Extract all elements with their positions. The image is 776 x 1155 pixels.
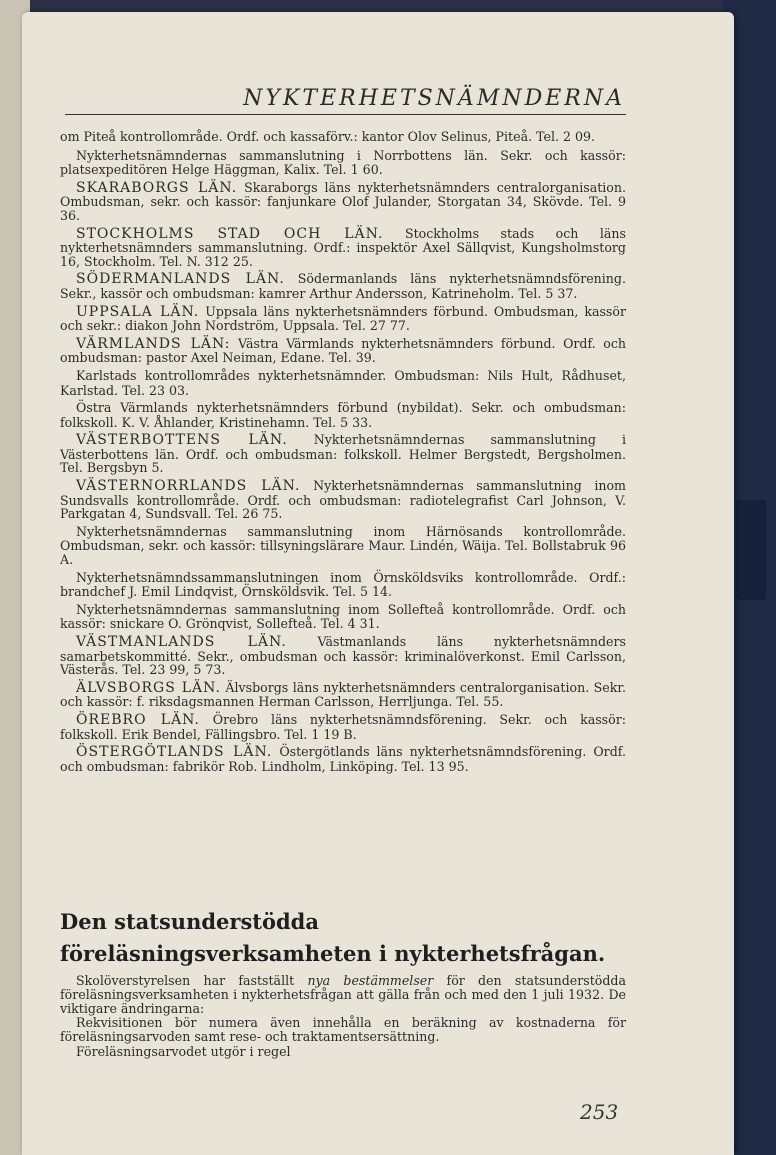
header-rule xyxy=(65,114,626,115)
intro-paragraph: Skolöverstyrelsen har fastställt nya bestämmelser för den statsunderstödda föreläsningsverksamheten i nykterhetsfrågan att gälla från och med den 1 juli 1932. De viktigare ändringarna: xyxy=(60,973,626,1016)
entry: ÖREBRO LÄN. Örebro läns nykterhetsnämndsförening. Sekr. och kassör: folkskoll. Erik Bendel, Fällingsbro. Tel. 1 19 B. xyxy=(60,711,626,742)
intro-paragraph: Rekvisitionen bör numera även innehålla en beräkning av kostnaderna för föreläsningsarvoden samt rese- och traktamentsersättning. xyxy=(60,1015,626,1045)
entry: UPPSALA LÄN. Uppsala läns nykterhetsnämnders förbund. Ombudsman, kassör och sekr.: diakon John Nordström, Uppsala. Tel. 27 77. xyxy=(60,303,626,334)
running-header: NYKTERHETSNÄMNDERNA xyxy=(243,86,625,111)
entry: Nykterhetsnämndssammanslutningen inom Örnsköldsviks kontrollområde. Ordf.: brandchef J. Emil Lindqvist, Örnsköldsvik. Tel. 5 14. xyxy=(60,569,626,600)
entry: STOCKHOLMS STAD OCH LÄN. Stockholms stads och läns nykterhetsnämnders sammanslutning. Ordf.: inspektör Axel Sällqvist, Kungsholmstorg 16, Stockholm. Tel. N. 312 25. xyxy=(60,225,626,269)
entry: VÄSTERBOTTENS LÄN. Nykterhetsnämndernas sammanslutning i Västerbottens län. Ordf. och ombudsman: folkskoll. Helmer Bergstedt, Bergsholmen. Tel. Bergsbyn 5. xyxy=(60,432,626,476)
entry: VÄRMLANDS LÄN: Västra Värmlands nykterhetsnämnders förbund. Ordf. och ombudsman: pastor Axel Neiman, Edane. Tel. 39. xyxy=(60,335,626,366)
entry: Karlstads kontrollområdes nykterhetsnämnder. Ombudsman: Nils Hult, Rådhuset, Karlstad. Tel. 23 03. xyxy=(60,367,626,398)
entry: Östra Värmlands nykterhetsnämnders förbund (nybildat). Sekr. och ombudsman: folkskoll. K. V. Åhlander, Kristinehamn. Tel. 5 33. xyxy=(60,400,626,430)
cover-tab xyxy=(736,500,766,600)
entry: om Piteå kontrollområde. Ordf. och kassaförv.: kantor Olov Selinus, Piteå. Tel. 2 09. xyxy=(60,129,596,144)
section-intro xyxy=(60,974,626,1060)
entry: VÄSTMANLANDS LÄN. Västmanlands läns nykterhetsnämnders samarbetskommitté. Sekr., ombudsman och kassör: kriminalöverkonst. Emil Carlsson, Västerås. Tel. 23 99, 5 73. xyxy=(60,634,626,678)
entry: VÄSTERNORRLANDS LÄN. Nykterhetsnämndernas sammanslutning inom Sundsvalls kontrollområde. Ordf. och ombudsman: radiotelegrafist Carl Johnson, V. Parkgatan 4, Sundsvall. Tel. 26 75. xyxy=(60,478,626,522)
entry: Nykterhetsnämndernas sammanslutning inom Sollefteå kontrollområde. Ordf. och kassör: snickare O. Grönqvist, Sollefteå. Tel. 4 31. xyxy=(60,601,626,632)
emphasis: nya bestämmelser xyxy=(307,973,434,988)
entry: Nykterhetsnämndernas sammanslutning i Norrbottens län. Sekr. och kassör: platsexpeditören Helge Häggman, Kalix. Tel. 1 60. xyxy=(60,147,626,178)
intro-paragraph: Föreläsningsarvodet utgör i regel xyxy=(76,1043,291,1059)
entry: SÖDERMANLANDS LÄN. Södermanlands läns nykterhetsnämndsförening. Sekr., kassör och ombudsman: kamrer Arthur Andersson, Katrineholm. Tel. 5 37. xyxy=(60,271,626,301)
section-heading: Den statsunderstödda föreläsningsverksamheten i nykterhetsfrågan. xyxy=(60,909,606,966)
page-number: 253 xyxy=(580,1100,619,1124)
entry: Nykterhetsnämndernas sammanslutning inom Härnösands kontrollområde. Ombudsman, sekr. och kassör: tillsyningslärare Maur. Lindén, Wäija. Tel. Bollstabruk 96 A. xyxy=(60,523,626,568)
entry: SKARABORGS LÄN. Skaraborgs läns nykterhetsnämnders centralorganisation. Ombudsman, sekr. och kassör: fanjunkare Olof Julander, Storgatan 34, Skövde. Tel. 9 36. xyxy=(60,179,626,223)
entry: ÄLVSBORGS LÄN. Älvsborgs läns nykterhetsnämnders centralorganisation. Sekr. och kassör: f. riksdagsmannen Herman Carlsson, Herrljunga. Tel. 55. xyxy=(60,679,626,710)
entry: ÖSTERGÖTLANDS LÄN. Östergötlands läns nykterhetsnämndsförening. Ordf. och ombudsman: fabrikör Rob. Lindholm, Linköping. Tel. 13 95. xyxy=(60,744,626,774)
entries-body xyxy=(60,130,626,777)
